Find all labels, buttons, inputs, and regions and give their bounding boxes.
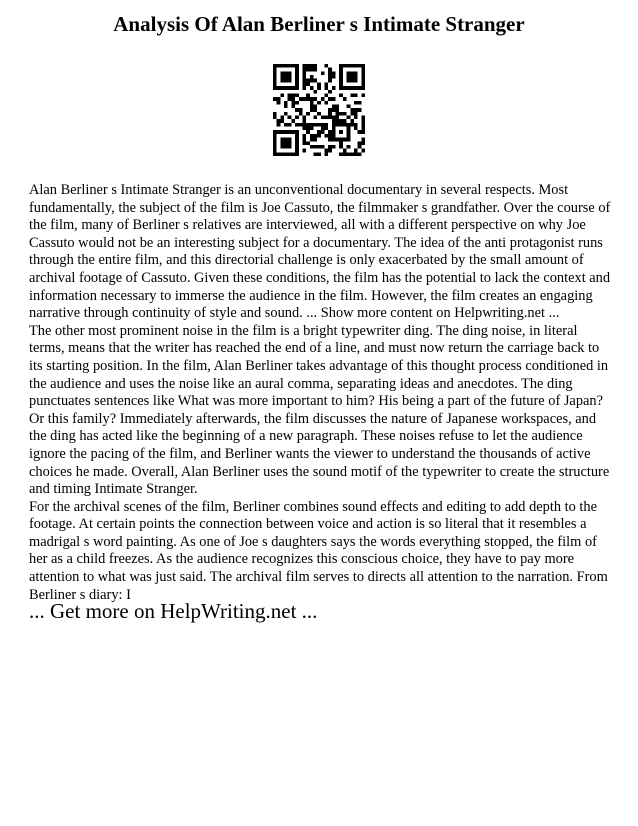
get-more-link[interactable]: ... Get more on HelpWriting.net ... [29, 599, 318, 623]
article-body [29, 182, 613, 604]
qr-code-icon [273, 64, 365, 156]
paragraph: The other most prominent noise in the film is a bright typewriter ding. The ding noise, in literal terms, means that the writer has reached the end of a line, and must now return the carriage back to its starting position. In the film, Alan Berliner takes advantage of this thought process conditioned in the audience and uses the noise like an aural comma, separating ideas and anecdotes. The ding punctuates sentences like What was more important to him? His being a part of the future of Japan? Or this family? Immediately afterwards, the film discusses the nature of Japanese workspaces, and the ding has acted like the beginning of a new paragraph. These noises refuse to let the audience ignore the pacing of the film, and Berliner wants the viewer to understand the thousands of active choices he made. Overall, Alan Berliner uses the sound motif of the typewriter to create the structure and timing Intimate Stranger. [29, 322, 610, 498]
paragraph: Alan Berliner s Intimate Stranger is an unconventional documentary in several respects. Most fundamentally, the subject of the film is Joe Cassuto, the filmmaker s grandfather. Over the course of the film, many of Berliner s relatives are interviewed, all with a different perspective on why Joe Cassuto would not be an interesting subject for a documentary. The idea of the anti protagonist runs through the entire film, and this directorial challenge is only exacerbated by the small amount of archival footage of Cassuto. Given these conditions, the film has the potential to lack the context and information necessary to immerse the audience in the film. However, the film creates an engaging narrative through continuity of style and sound. ... Show more content on Helpwriting.net ... [29, 182, 611, 322]
paragraph: For the archival scenes of the film, Berliner combines sound effects and editing to add depth to the footage. At certain points the connection between voice and action is so literal that it resembles a madrigal s word painting. As one of Joe s daughters says the words everything stopped, the film of her as a child freezes. As the audience recognizes this conscious choice, they have to pay more attention to what was just said. The archival film serves to directs all attention to the narration. From Berliner s diary: I [29, 498, 608, 603]
page-title: Analysis Of Alan Berliner s Intimate Stranger [113, 12, 525, 36]
